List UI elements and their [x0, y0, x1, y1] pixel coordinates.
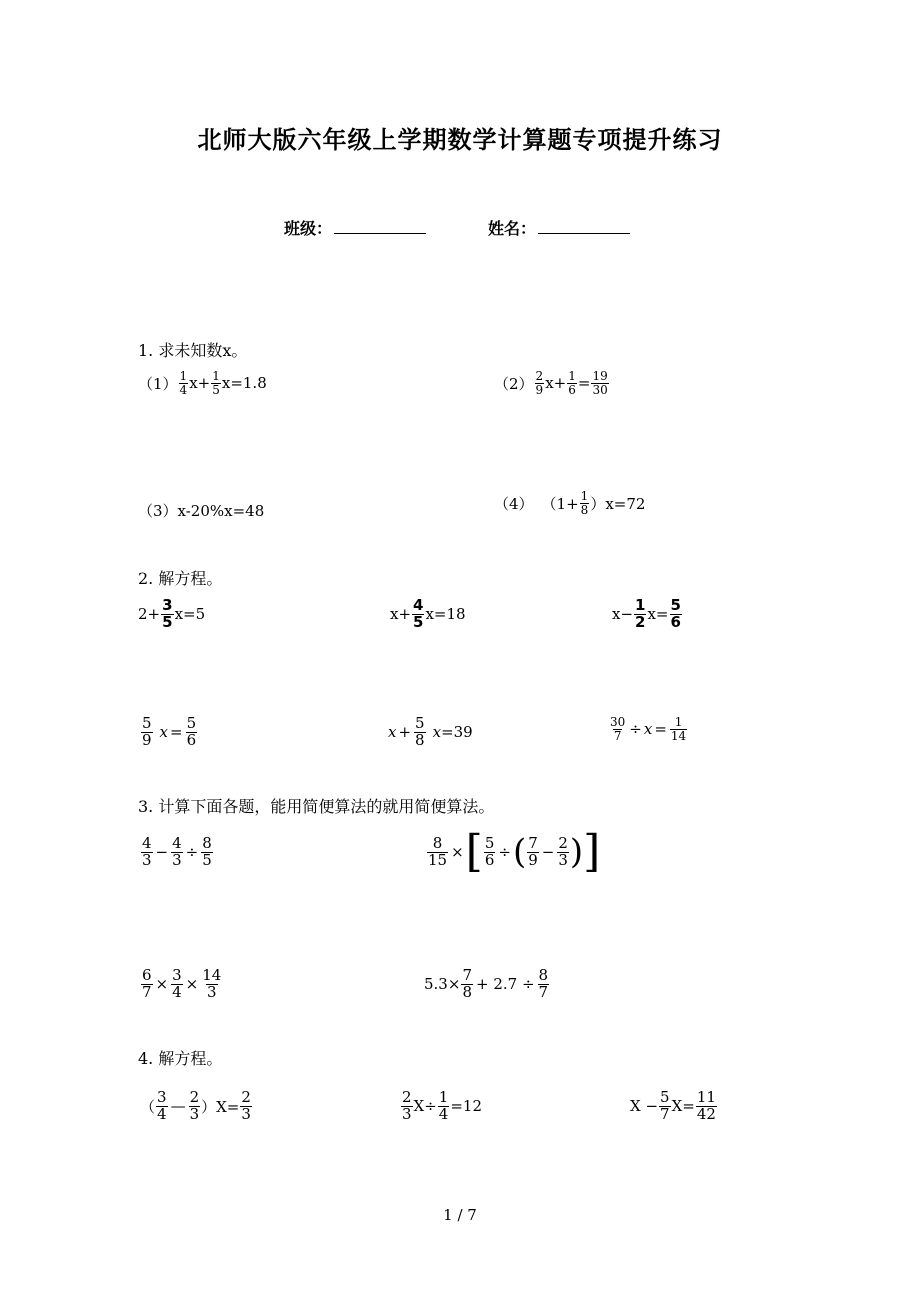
denominator: 8	[580, 502, 589, 517]
denominator: 3	[172, 850, 182, 869]
numerator: 7	[528, 833, 538, 852]
denominator: 3	[207, 982, 217, 1001]
expr-text: x+	[545, 374, 567, 393]
q3-calc-2	[426, 826, 601, 877]
denominator: 7	[142, 982, 152, 1001]
expr-text: =12	[450, 1097, 482, 1116]
denominator: 9	[535, 382, 544, 397]
numerator: 1	[212, 369, 220, 383]
expr-text: ×	[451, 843, 464, 861]
numerator: 4	[413, 596, 424, 614]
numerator: 4	[172, 834, 182, 852]
denominator: 4	[172, 982, 182, 1001]
denominator: 6	[670, 612, 681, 631]
fraction	[186, 716, 198, 749]
denominator: 8	[415, 730, 425, 749]
fraction	[156, 1090, 168, 1123]
expr-text: x−	[612, 605, 634, 624]
denominator: 8	[462, 982, 472, 1001]
fraction	[189, 1090, 201, 1123]
fraction	[527, 833, 539, 869]
expr-text: x+	[189, 374, 211, 393]
denominator: 3	[241, 1104, 251, 1123]
fraction	[659, 1090, 671, 1123]
denominator: 5	[162, 612, 173, 631]
name-blank	[538, 219, 630, 234]
denominator: 5	[202, 850, 212, 869]
q2-equation-4	[140, 716, 198, 749]
variable: x	[388, 723, 397, 742]
name-label: 姓名：	[488, 219, 537, 238]
fraction	[580, 490, 590, 516]
numerator: 1	[179, 369, 188, 383]
numerator: 5	[415, 714, 425, 732]
name-field	[488, 216, 630, 239]
numerator: 1	[438, 1088, 449, 1106]
q1-problem-2	[494, 370, 610, 396]
denominator: 7	[538, 982, 549, 1001]
denominator: 6	[568, 382, 576, 397]
fraction	[670, 598, 682, 631]
q4-equation-3	[630, 1090, 718, 1123]
expr-text: ×	[185, 975, 199, 994]
numerator: 4	[142, 834, 152, 852]
expr-text: ）x=72	[590, 494, 646, 513]
q3-calc-1	[140, 836, 214, 869]
expr-text: x+	[390, 605, 412, 624]
denominator: 3	[558, 850, 568, 869]
denominator: 42	[696, 1104, 716, 1123]
expr-text: ×	[155, 975, 169, 994]
numerator: 8	[538, 966, 549, 984]
numerator: 5	[670, 596, 681, 614]
fraction	[201, 836, 213, 869]
q2-equation-6	[608, 716, 688, 742]
denominator: 3	[402, 1104, 412, 1123]
numerator: 19	[592, 369, 608, 383]
denominator: 3	[189, 1104, 200, 1123]
numerator: 8	[432, 833, 443, 852]
fraction	[211, 370, 221, 396]
numerator: 1	[635, 596, 646, 614]
fraction	[414, 716, 426, 749]
expr-text: ÷	[629, 720, 642, 739]
fraction	[634, 598, 646, 631]
expr-text: 5.3×	[424, 975, 461, 994]
numerator: 14	[202, 966, 222, 984]
fraction	[401, 1090, 413, 1123]
expr-text: =	[654, 720, 667, 739]
fraction	[161, 598, 173, 631]
expr-text: X=	[671, 1097, 695, 1116]
numerator: 2	[535, 369, 544, 383]
denominator: 7	[613, 728, 622, 743]
fraction	[240, 1090, 252, 1123]
q3-calc-3	[140, 968, 223, 1001]
numerator: 1	[674, 715, 683, 729]
expr-text: + 2.7 ÷	[475, 975, 535, 994]
left-bracket: [	[465, 826, 483, 877]
expr-text: —	[170, 1097, 186, 1116]
class-blank	[334, 219, 426, 234]
numerator: 6	[142, 966, 152, 984]
q1-problem-4	[494, 490, 645, 516]
variable: x	[432, 723, 442, 742]
q1-p1-tag: （1）	[138, 374, 178, 393]
fraction	[609, 716, 626, 742]
numerator: 8	[202, 834, 212, 852]
fraction	[171, 968, 183, 1001]
numerator: 3	[157, 1088, 167, 1106]
numerator: 3	[162, 596, 173, 614]
numerator: 2	[558, 833, 568, 852]
numerator: 2	[402, 1088, 412, 1106]
question-4-heading: 4. 解方程。	[138, 1049, 223, 1068]
fraction	[591, 370, 608, 396]
question-2-heading: 2. 解方程。	[138, 569, 223, 588]
fraction	[696, 1090, 717, 1123]
right-paren: )	[569, 832, 584, 872]
numerator: 11	[696, 1088, 716, 1106]
expr-text: （	[140, 1097, 156, 1116]
expr-text: X −	[630, 1097, 659, 1116]
numerator: 7	[462, 966, 472, 984]
expr-text: =	[577, 374, 591, 393]
fraction	[567, 370, 577, 396]
class-field	[284, 216, 426, 239]
numerator: 5	[142, 714, 152, 732]
fraction	[141, 968, 153, 1001]
right-bracket: ]	[583, 826, 601, 877]
denominator: 9	[528, 850, 538, 869]
expr-text: （3）x-20%x=48	[138, 502, 265, 520]
fraction	[438, 1090, 450, 1123]
q1-p2-tag: （2）	[494, 374, 534, 393]
class-label: 班级：	[284, 219, 333, 238]
fraction	[412, 598, 424, 631]
expr-text: =	[170, 723, 183, 742]
expr-text: （1+	[541, 494, 579, 513]
fraction	[141, 836, 153, 869]
numerator: 3	[172, 966, 182, 984]
left-paren: (	[512, 832, 527, 872]
expr-text: ÷	[498, 843, 511, 861]
denominator: 6	[484, 850, 495, 869]
q4-equation-2	[400, 1090, 482, 1123]
expr-text: x=	[647, 605, 669, 624]
q4-equation-1	[140, 1090, 253, 1123]
expr-text: ）X=	[201, 1097, 240, 1116]
fraction	[557, 833, 569, 869]
expr-text: −	[155, 843, 169, 862]
expr-text: x=18	[425, 605, 466, 624]
expr-text: X÷	[413, 1097, 437, 1116]
denominator: 5	[212, 382, 220, 397]
denominator: 15	[428, 850, 448, 869]
expr-text: x=5	[174, 605, 206, 624]
denominator: 3	[142, 850, 152, 869]
variable: x	[159, 723, 169, 742]
fraction	[538, 968, 550, 1001]
q3-calc-4	[424, 968, 550, 1001]
expr-text: x=1.8	[221, 374, 267, 393]
q1-problem-3	[138, 500, 264, 521]
fraction	[171, 836, 183, 869]
numerator: 5	[186, 714, 197, 732]
numerator: 30	[610, 715, 626, 729]
q2-equation-1	[138, 598, 205, 631]
fraction	[141, 716, 153, 749]
denominator: 7	[660, 1104, 670, 1123]
denominator: 9	[142, 730, 152, 749]
q2-equation-5	[388, 716, 473, 749]
fraction	[201, 968, 222, 1001]
expr-text: ÷	[185, 843, 199, 862]
expr-text: 2+	[138, 605, 161, 624]
denominator: 4	[438, 1104, 449, 1123]
denominator: 4	[179, 382, 188, 397]
fraction	[179, 370, 189, 396]
fraction	[484, 833, 496, 869]
expr-text: −	[541, 843, 555, 861]
q1-problem-1	[138, 370, 267, 396]
denominator: 2	[635, 612, 646, 631]
numerator: 1	[568, 369, 576, 383]
fraction	[535, 370, 545, 396]
variable: x	[643, 720, 653, 739]
page-title: 北师大版六年级上学期数学计算题专项提升练习	[197, 125, 723, 154]
q2-equation-2	[390, 598, 466, 631]
numerator: 2	[241, 1088, 251, 1106]
fraction	[427, 833, 448, 869]
q2-equation-3	[612, 598, 683, 631]
q1-p4-tag: （4）	[494, 494, 534, 513]
denominator: 30	[592, 382, 608, 397]
question-3-heading: 3. 计算下面各题，能用简便算法的就用简便算法。	[138, 797, 495, 816]
page-number: 1 / 7	[443, 1206, 477, 1224]
fraction	[670, 716, 687, 742]
numerator: 5	[484, 833, 495, 852]
expr-text: +	[398, 723, 412, 742]
denominator: 4	[157, 1104, 167, 1123]
numerator: 2	[189, 1088, 200, 1106]
numerator: 1	[580, 489, 589, 503]
expr-text: =39	[441, 723, 473, 742]
numerator: 5	[660, 1088, 670, 1106]
denominator: 6	[186, 730, 197, 749]
question-1-heading: 1. 求未知数x。	[138, 341, 248, 360]
denominator: 14	[670, 728, 687, 743]
fraction	[461, 968, 473, 1001]
denominator: 5	[413, 612, 424, 631]
